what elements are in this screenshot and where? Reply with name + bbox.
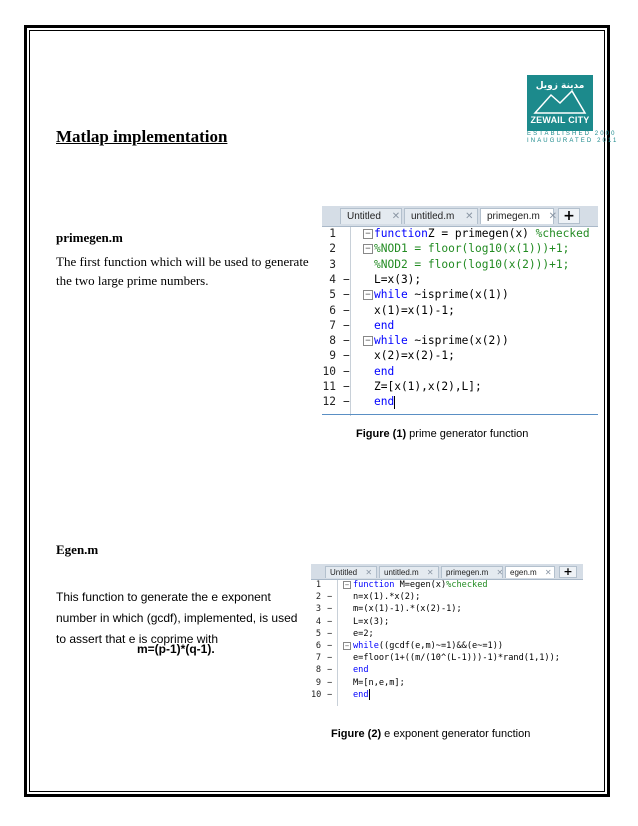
close-icon[interactable]: ✕	[391, 211, 401, 222]
close-icon[interactable]: ✕	[544, 568, 552, 577]
section2-formula: m=(p-1)*(q-1).	[137, 642, 215, 656]
tab-untitled-m[interactable]	[379, 566, 439, 578]
tab-label: untitled.m	[384, 568, 419, 577]
line-number: 12	[322, 395, 336, 409]
code-line[interactable]	[322, 303, 598, 318]
section1-body-line2: the two large prime numbers.	[56, 273, 209, 288]
tab-primegen-m[interactable]	[441, 566, 503, 578]
line-number: 3	[329, 257, 336, 271]
zewail-city-logo	[527, 75, 593, 131]
tab-label: egen.m	[510, 568, 537, 577]
code-line[interactable]	[311, 664, 583, 676]
line-number: 10	[322, 364, 336, 378]
new-tab-plus-icon[interactable]: +	[558, 208, 580, 224]
breakpoint-marker[interactable]: −	[343, 272, 350, 286]
line-number: 8	[329, 334, 336, 348]
breakpoint-marker[interactable]: −	[343, 288, 350, 302]
line-number: 5	[329, 288, 336, 302]
breakpoint-marker[interactable]: −	[327, 665, 333, 676]
code-line[interactable]	[311, 677, 583, 689]
code-text: %NOD2 = floor(log10(x(2)))+1;	[374, 257, 570, 271]
code-text: while ~isprime(x(2))	[374, 334, 509, 348]
code-line[interactable]	[311, 616, 583, 628]
line-number: 7	[315, 653, 321, 664]
logo-name: ZEWAIL CITY	[530, 115, 590, 125]
code-line[interactable]	[311, 591, 583, 603]
figure1-tabbar	[322, 206, 598, 227]
code-text: Z=[x(1),x(2),L];	[374, 380, 482, 393]
breakpoint-marker[interactable]: −	[327, 604, 333, 615]
breakpoint-marker[interactable]: −	[327, 592, 333, 603]
tab-label: Untitled	[330, 568, 358, 577]
tab-primegen-m[interactable]	[480, 208, 557, 224]
code-text: while((gcdf(e,m)~=1)&&(e~=1))	[353, 641, 504, 651]
figure2-caption-text: e exponent generator function	[381, 728, 531, 740]
tab-label: untitled.m	[411, 211, 455, 222]
line-number: 9	[329, 349, 336, 363]
close-icon[interactable]: ✕	[496, 568, 504, 577]
fold-toggle-icon[interactable]: −	[344, 642, 350, 650]
code-line[interactable]	[311, 689, 583, 701]
line-number: 7	[329, 318, 336, 332]
tab-untitled[interactable]	[340, 208, 402, 224]
figure1-editor-bottom	[322, 414, 598, 415]
breakpoint-marker[interactable]: −	[343, 349, 350, 363]
line-number: 4	[329, 272, 336, 286]
code-line[interactable]	[322, 272, 598, 287]
code-line[interactable]	[322, 257, 598, 272]
code-line[interactable]	[322, 364, 598, 379]
line-number: 3	[315, 604, 321, 615]
breakpoint-marker[interactable]: −	[343, 303, 350, 317]
section2-body-line1: This function to generate the e exponent	[56, 590, 271, 604]
breakpoint-marker[interactable]: −	[327, 628, 333, 639]
tab-label: primegen.m	[446, 568, 489, 577]
code-text: end	[353, 689, 369, 700]
code-line[interactable]	[322, 348, 598, 363]
line-number: 10	[311, 689, 322, 700]
close-icon[interactable]: ✕	[465, 211, 474, 222]
breakpoint-marker[interactable]: −	[343, 334, 350, 348]
line-number: 2	[329, 242, 336, 256]
line-number: 1	[315, 580, 321, 590]
section1-title: primegen.m	[56, 230, 123, 245]
tab-label: primegen.m	[487, 211, 540, 222]
line-number: 6	[329, 303, 336, 317]
breakpoint-marker[interactable]: −	[343, 395, 350, 409]
code-line[interactable]	[322, 318, 598, 333]
code-text: m=(x(1)-1).*(x(2)-1);	[353, 604, 462, 615]
code-text: e=floor(1+((m/(10^(L-1)))-1)*rand(1,1));	[353, 653, 560, 664]
breakpoint-marker[interactable]: −	[327, 616, 333, 627]
fold-toggle-icon[interactable]: −	[344, 581, 350, 589]
code-line[interactable]	[322, 226, 598, 241]
tab-label: Untitled	[347, 211, 381, 222]
code-line[interactable]	[322, 394, 598, 409]
figure2-editor	[311, 564, 583, 706]
line-number: 11	[322, 380, 336, 393]
code-line[interactable]	[322, 379, 598, 394]
code-text: x(2)=x(2)-1;	[374, 349, 455, 363]
section2-title: Egen.m	[56, 542, 99, 557]
code-line[interactable]	[311, 628, 583, 640]
code-text: %NOD1 = floor(log10(x(1)))+1;	[374, 242, 570, 256]
figure2-tabbar	[311, 564, 583, 580]
figure1-caption-text: prime generator function	[406, 428, 529, 440]
section2-body-line2: number in which (gcdf), implemented, is used	[56, 611, 298, 625]
fold-toggle-icon[interactable]: −	[363, 244, 373, 254]
breakpoint-marker[interactable]: −	[327, 689, 333, 700]
figure1-editor	[322, 206, 598, 416]
code-text: function M=egen(x)%checked	[353, 580, 488, 590]
close-icon[interactable]: ✕	[426, 568, 434, 577]
close-icon[interactable]: ✕	[548, 211, 557, 222]
code-text: while ~isprime(x(1))	[374, 288, 509, 302]
code-line[interactable]	[322, 333, 598, 348]
code-text: M=[n,e,m];	[353, 677, 405, 688]
code-line[interactable]	[311, 652, 583, 664]
code-line[interactable]	[322, 241, 598, 256]
code-line[interactable]	[311, 640, 583, 652]
code-text: L=x(3);	[374, 272, 422, 286]
line-number: 6	[315, 641, 321, 651]
tab-untitled-m[interactable]	[404, 208, 478, 224]
figure1-caption-label: Figure (1)	[356, 428, 407, 440]
code-line[interactable]	[311, 603, 583, 615]
new-tab-plus-icon[interactable]: +	[559, 566, 577, 578]
tab-egen-m[interactable]	[505, 566, 555, 578]
breakpoint-marker[interactable]: −	[343, 364, 350, 378]
fold-toggle-icon[interactable]: −	[363, 229, 373, 239]
text-cursor	[394, 396, 395, 409]
line-number: 4	[315, 616, 321, 627]
close-icon[interactable]: ✕	[365, 568, 373, 577]
logo-established: ESTABLISHED 2000	[527, 131, 617, 137]
code-text: functionZ = primegen(x) %checked	[374, 227, 590, 240]
breakpoint-marker[interactable]: −	[327, 641, 333, 651]
code-line[interactable]	[322, 287, 598, 302]
line-number: 8	[315, 665, 321, 676]
code-text: end	[374, 318, 395, 332]
breakpoint-marker[interactable]: −	[343, 380, 350, 393]
line-number: 5	[315, 628, 321, 639]
code-text: e=2;	[353, 628, 374, 639]
breakpoint-marker[interactable]: −	[327, 653, 333, 664]
figure1-caption	[356, 428, 528, 440]
code-line[interactable]	[311, 579, 583, 591]
page-heading: Matlap implementation	[56, 127, 228, 146]
fold-toggle-icon[interactable]: −	[363, 336, 373, 346]
breakpoint-marker[interactable]: −	[343, 318, 350, 332]
tab-untitled[interactable]	[325, 566, 377, 578]
code-text: L=x(3);	[353, 616, 390, 627]
section1-body	[56, 252, 309, 290]
code-text: n=x(1).*x(2);	[353, 592, 421, 603]
line-number: 1	[329, 227, 336, 240]
line-number: 9	[315, 677, 321, 688]
code-text: end	[353, 665, 369, 676]
logo-arabic-text: مدينة زويل	[535, 81, 585, 91]
code-text: x(1)=x(1)-1;	[374, 303, 455, 317]
breakpoint-marker[interactable]: −	[327, 677, 333, 688]
fold-toggle-icon[interactable]: −	[363, 290, 373, 300]
section2-body	[56, 587, 297, 650]
line-number: 2	[315, 592, 321, 603]
code-text: end	[374, 364, 395, 378]
section2-body-line3: to assert that e is coprime with	[56, 632, 219, 646]
figure2-caption	[331, 728, 530, 740]
text-cursor	[369, 689, 370, 700]
section1-body-line1: The first function which will be used to generate	[56, 254, 309, 269]
logo-inaugurated: INAUGURATED 2011	[527, 138, 619, 144]
code-text: end	[374, 395, 395, 409]
figure2-caption-label: Figure (2)	[331, 728, 382, 740]
